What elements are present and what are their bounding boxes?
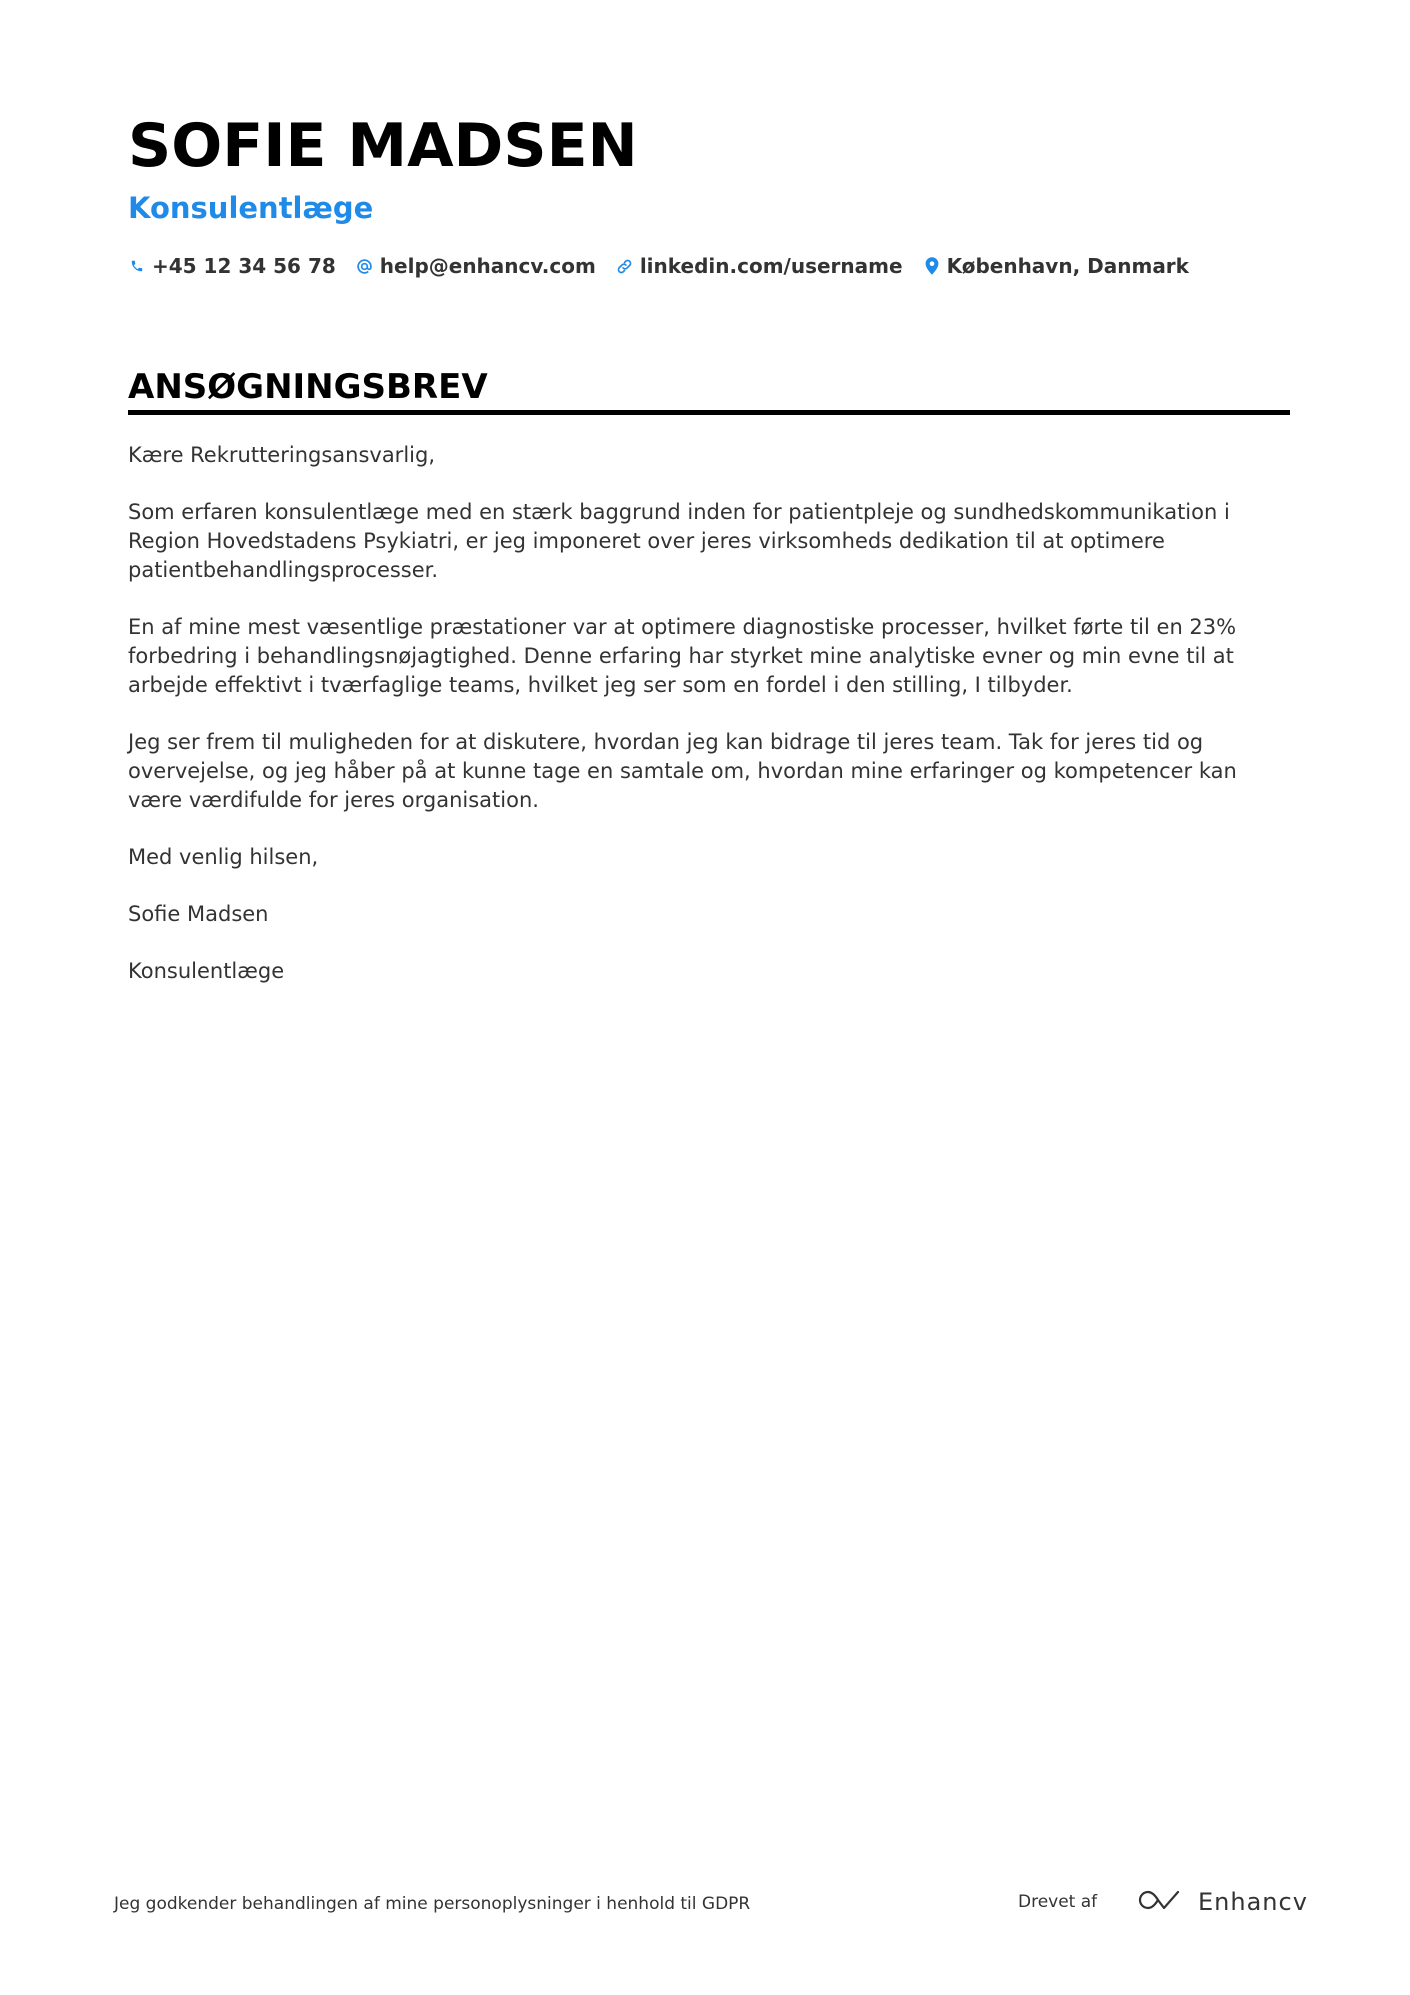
at-icon [356,256,374,276]
gdpr-consent-text: Jeg godkender behandlingen af mine personoplysninger i henhold til GDPR [114,1894,751,1914]
contact-linkedin [616,252,903,280]
brand-link[interactable] [1138,1886,1308,1918]
signature-name: Sofie Madsen [128,902,269,926]
powered-by-label: Drevet af [1018,1892,1098,1912]
section-divider [128,410,1290,415]
linkedin-url[interactable]: linkedin.com/username [639,254,903,278]
phone-icon [128,256,146,276]
letter-paragraph: Som erfaren konsulentlæge med en stærk baggrund inden for patientpleje og sundhedskommunikation i Region Hovedstadens Psykiatri, er jeg imponeret over jeres virksomheds dedikation til at optimere patientbehandlingsprocesser. [128,500,1230,582]
letter-closing: Med venlig hilsen, [128,845,319,869]
contact-phone [128,252,336,280]
candidate-name: SOFIE MADSEN [128,111,638,181]
letter-paragraph: Jeg ser frem til muligheden for at diskutere, hvordan jeg kan bidrage til jeres team. Tak for jeres tid og overvejelse, og jeg håber på at kunne tage en samtale om, hvordan mine erfaringer og kompetencer kan være værdifulde for jeres organisation. [128,730,1237,812]
signature-title: Konsulentlæge [128,959,285,983]
contact-bar [128,252,1290,280]
location-text: København, Danmark [946,254,1189,278]
job-title: Konsulentlæge [128,191,374,225]
header [128,104,1290,280]
phone-number: +45 12 34 56 78 [152,254,336,278]
link-icon [616,256,634,276]
section-title: ANSØGNINGSBREV [128,367,488,407]
enhancv-logo-icon [1138,1887,1184,1917]
email-address[interactable]: help@enhancv.com [379,254,596,278]
contact-location [923,252,1189,280]
contact-email [356,252,596,280]
letter-greeting: Kære Rekrutteringsansvarlig, [128,443,435,467]
location-pin-icon [923,256,941,276]
footer [114,1884,1308,1924]
letter-body [128,441,1258,1014]
letter-paragraph: En af mine mest væsentlige præstationer var at optimere diagnostiske processer, hvilket førte til en 23% forbedring i behandlingsnøjagtighed. Denne erfaring har styrket mine analytiske evner og min evne til at arbejde effektivt i tværfaglige teams, hvilket jeg ser som en fordel i den stilling, I tilbyder. [128,615,1237,697]
brand-name: Enhancv [1198,1888,1308,1916]
